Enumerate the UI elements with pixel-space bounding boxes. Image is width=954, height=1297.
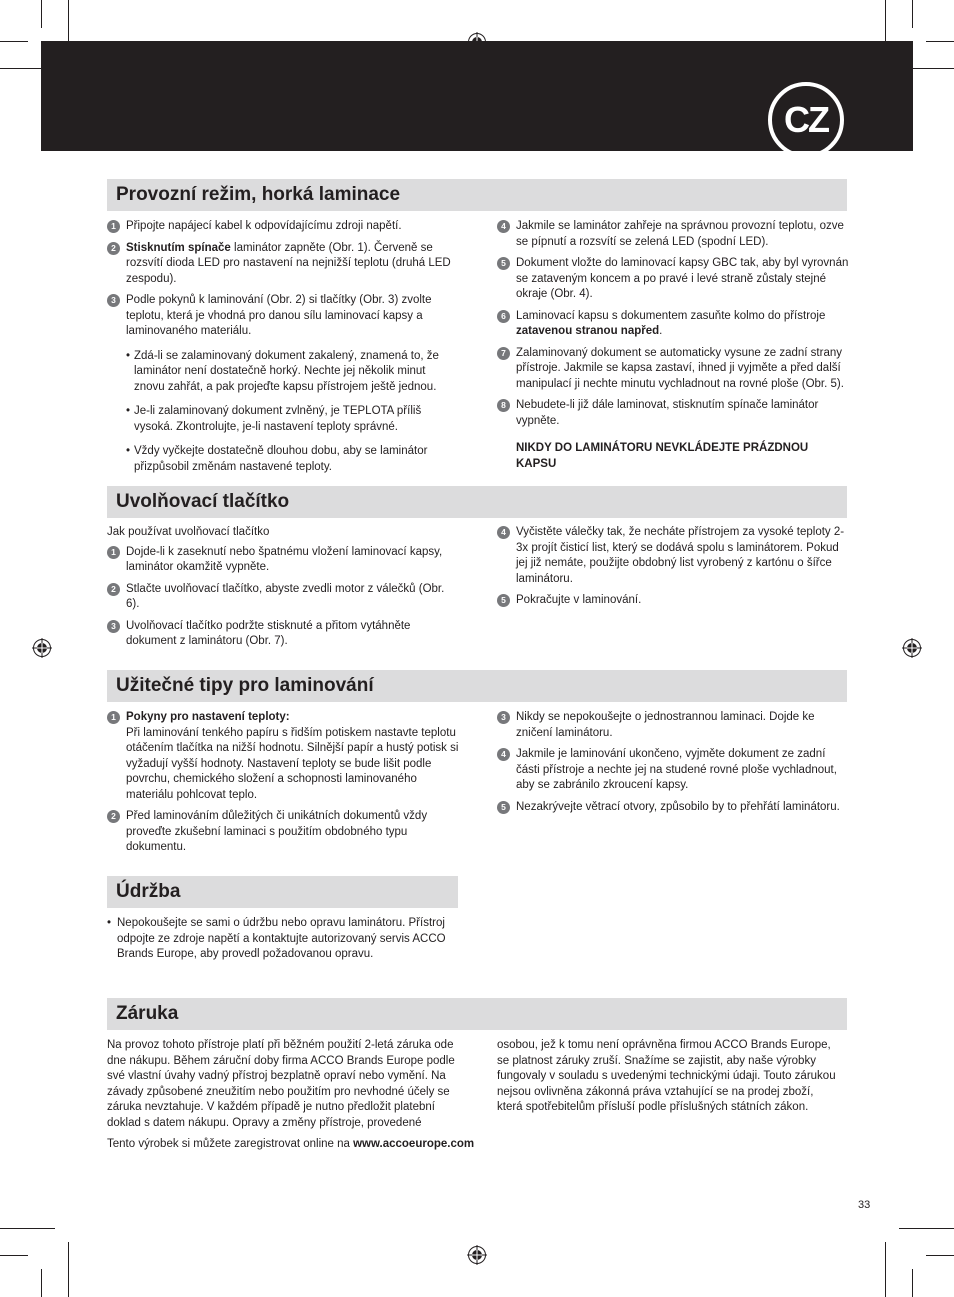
step-number: 8 — [497, 399, 510, 412]
list-item — [497, 800, 849, 816]
crop-mark — [0, 1255, 28, 1256]
step-number: 3 — [107, 620, 120, 633]
warning-text: NIKDY DO LAMINÁTORU NEVKLÁDEJTE PRÁZDNOU KAPSU — [516, 442, 809, 470]
item-text: Dojde-li k zaseknutí nebo špatnému vložení laminovací kapsy, laminátor okamžitě vypněte. — [126, 545, 443, 573]
step-number: 5 — [497, 801, 510, 814]
item-text: Uvolňovací tlačítko podržte stisknuté a přitom vytáhněte dokument z laminátoru (Obr. 7). — [126, 619, 411, 647]
bullet-item: • Nepokoušejte se sami o údržbu nebo opravu laminátoru. Přístroj odpojte ze zdroje napětí a kontaktujte autorizovaný servis ACCO Brands Europe, aby provedl požadovanou opravu. — [107, 916, 452, 963]
page-number: 33 — [858, 1199, 871, 1211]
step-number: 1 — [107, 711, 120, 724]
step-number: 4 — [497, 526, 510, 539]
s3-right-column — [497, 710, 849, 821]
s1-left-column — [107, 219, 459, 481]
step-number: 1 — [107, 220, 120, 233]
item-text: laminátor zapněte (Obr. 1). Červeně se rozsvítí dioda LED pro nastavení na nejnižší teplotu (druhá LED zespodu). — [126, 241, 451, 285]
section-title-warranty: Záruka — [107, 998, 847, 1030]
section-title-tips: Užitečné tipy pro laminování — [107, 670, 847, 702]
item-text: Podle pokynů k laminování (Obr. 2) si tlačítky (Obr. 3) zvolte teplotu, která je vhodná pro danou sílu laminovací kapsy a laminovaného materiálu. — [126, 294, 432, 337]
warranty-text: osobou, jež k tomu není oprávněna firmou ACCO Brands Europe, se platnost záruky zruší. Snažíme se zajistit, aby naše výrobky fungovaly v souladu s uvedenými technickými údaji. Touto zárukou nejsou ovlivněna zákonná práva vztahující se na prodej zboží, která spotřebitelům přísluší podle příslušných státních zákon. — [497, 1039, 836, 1113]
item-text: Před laminováním důležitých či unikátních dokumentů vždy proveďte zkušební laminaci s použitím obdobného typu dokumentu. — [126, 810, 428, 853]
crop-mark — [912, 1269, 913, 1297]
list-item — [107, 219, 459, 235]
s5-left-column — [107, 1038, 475, 1159]
list-item — [497, 256, 849, 303]
list-item — [497, 593, 849, 609]
crop-mark — [0, 1228, 55, 1229]
list-item — [497, 747, 849, 794]
crop-mark — [926, 1255, 954, 1256]
crop-mark — [926, 41, 954, 42]
register-label: Tento výrobek si můžete zaregistrovat online na — [107, 1138, 354, 1150]
item-text: Dokument vložte do laminovací kapsy GBC tak, aby byl vyrovnán se zataveným koncem a po pravé i levé straně zůstaly stejné okraje (Obr. 4). — [516, 257, 849, 300]
registration-mark-icon — [32, 638, 52, 658]
item-text: Nikdy se nepokoušejte o jednostrannou laminaci. Dojde ke zničení laminátoru. — [516, 711, 815, 739]
step-number: 2 — [107, 810, 120, 823]
list-item — [107, 809, 459, 856]
bullet-item: • Je-li zalaminovaný dokument zvlněný, je TEPLOTA příliš vysoká. Zkontrolujte, je-li nastavení teploty správné. — [107, 404, 459, 435]
item-text: Laminovací kapsu s dokumentem zasuňte kolmo do přístroje — [516, 309, 826, 322]
list-item — [107, 710, 459, 803]
item-text: Jakmile se laminátor zahřeje na správnou provozní teplotu, ozve se pípnutí a rozsvítí se zelená LED (spodní LED). — [516, 220, 844, 248]
item-text: Vyčistěte válečky tak, že necháte přístrojem za vysoké teploty 2-3x projít čisticí list, který se dodává spolu s laminátorem. Pokud jej již nemáte, použijte obdobný list vyrobený z kartónu o šířce laminátoru. — [516, 526, 845, 585]
item-text: Pokračujte v laminování. — [516, 594, 642, 606]
registration-mark-icon — [467, 1245, 487, 1265]
language-badge: CZ — [768, 82, 844, 158]
list-item — [107, 241, 459, 288]
list-item — [107, 545, 459, 576]
crop-mark — [899, 1228, 954, 1229]
step-number: 7 — [497, 347, 510, 360]
item-bold: Pokyny pro nastavení teploty: — [126, 711, 290, 723]
s1-right-column — [497, 219, 849, 472]
step-number: 2 — [107, 242, 120, 255]
warranty-text: Na provoz tohoto přístroje platí při běžném použití 2-letá záruka ode dne nákupu. Během záruční doby firma ACCO Brands Europe podle své vlastní úvahy vadný přístroj bezplatně opraví nebo vymění. Na závady způsobené zneužitím nebo použitím pro nevhodné účely se záruka nevztahuje. V každém případě je nutno předložit platební doklad s datem nákupu. Opravy a změny přístroje, provedené — [107, 1039, 455, 1129]
crop-mark — [0, 41, 28, 42]
item-text: Zalaminovaný dokument se automaticky vysune ze zadní strany přístroje. Jakmile se kapsa zastaví, ihned ji vyjměte a před další manipulací ji nechte minutu vychladnout na rovné ploše (Obr. 5). — [516, 346, 844, 390]
item-text: Nezakrývejte větrací otvory, způsobilo by to přehřátí laminátoru. — [516, 800, 840, 813]
list-item — [497, 525, 849, 587]
item-text: Při laminování tenkého papíru s řidším potiskem nastavte teplotu otáčením tlačítka na nižší hodnotu. Silnější papír a hustý potisk si vyžadují vyšší hodnoty. Nastavení teploty se bude lišit podle povrchu, chemického složení a schopnosti laminovaného materiálu pohlcovat teplo. — [126, 726, 459, 801]
item-text: Připojte napájecí kabel k odpovídajícímu zdroji napětí. — [126, 220, 402, 232]
s2-right-column — [497, 525, 849, 615]
step-number: 5 — [497, 594, 510, 607]
item-text: Nebudete-li již dále laminovat, stisknutím spínače laminátor vypněte. — [516, 399, 819, 427]
s2-left-column — [107, 525, 459, 656]
crop-mark — [41, 1269, 42, 1297]
section-title-operation: Provozní režim, horká laminace — [107, 179, 847, 211]
section-title-release: Uvolňovací tlačítko — [107, 486, 847, 518]
s4-column — [107, 916, 452, 963]
bullet-item: • Zdá-li se zalaminovaný dokument zakalený, znamená to, že laminátor není dostatečně horký. Nechte jej několik minut znovu zahřát, a pak projeďte kapsu přístrojem ještě jednou. — [107, 349, 459, 396]
crop-mark — [912, 0, 913, 28]
website-link[interactable]: www.accoeurope.com — [353, 1138, 475, 1150]
step-number: 4 — [497, 748, 510, 761]
step-number: 2 — [107, 583, 120, 596]
intro-text: Jak používat uvolňovací tlačítko — [107, 526, 270, 538]
step-number: 3 — [107, 294, 120, 307]
list-item — [497, 219, 849, 250]
list-item — [107, 582, 459, 613]
step-number: 5 — [497, 257, 510, 270]
step-number: 1 — [107, 546, 120, 559]
list-item — [497, 309, 849, 340]
item-bold: Stisknutím spínače — [126, 241, 231, 254]
s3-left-column — [107, 710, 459, 862]
step-number: 3 — [497, 711, 510, 724]
list-item — [107, 293, 459, 340]
registration-mark-icon — [902, 638, 922, 658]
item-text: . — [659, 325, 663, 337]
item-text: Stlačte uvolňovací tlačítko, abyste zvedli motor z válečků (Obr. 6). — [126, 582, 445, 610]
section-title-maintenance: Údržba — [107, 876, 458, 908]
list-item — [497, 346, 849, 393]
list-item — [497, 398, 849, 429]
item-text: Jakmile je laminování ukončeno, vyjměte dokument ze zadní části přístroje a nechte jej na studené rovné ploše vychladnout, aby se zabránilo zkroucení kapsy. — [516, 748, 837, 791]
crop-mark — [68, 1242, 69, 1297]
list-item — [497, 710, 849, 741]
s5-right-column — [497, 1038, 842, 1122]
register-text — [107, 1137, 475, 1153]
list-item — [107, 619, 459, 650]
step-number: 4 — [497, 220, 510, 233]
crop-mark — [41, 0, 42, 28]
bullet-item: • Vždy vyčkejte dostatečně dlouhou dobu, aby se laminátor přizpůsobil změnám nastavené teploty. — [107, 444, 459, 475]
step-number: 6 — [497, 310, 510, 323]
crop-mark — [885, 1242, 886, 1297]
item-bold: zatavenou stranou napřed — [516, 325, 660, 337]
